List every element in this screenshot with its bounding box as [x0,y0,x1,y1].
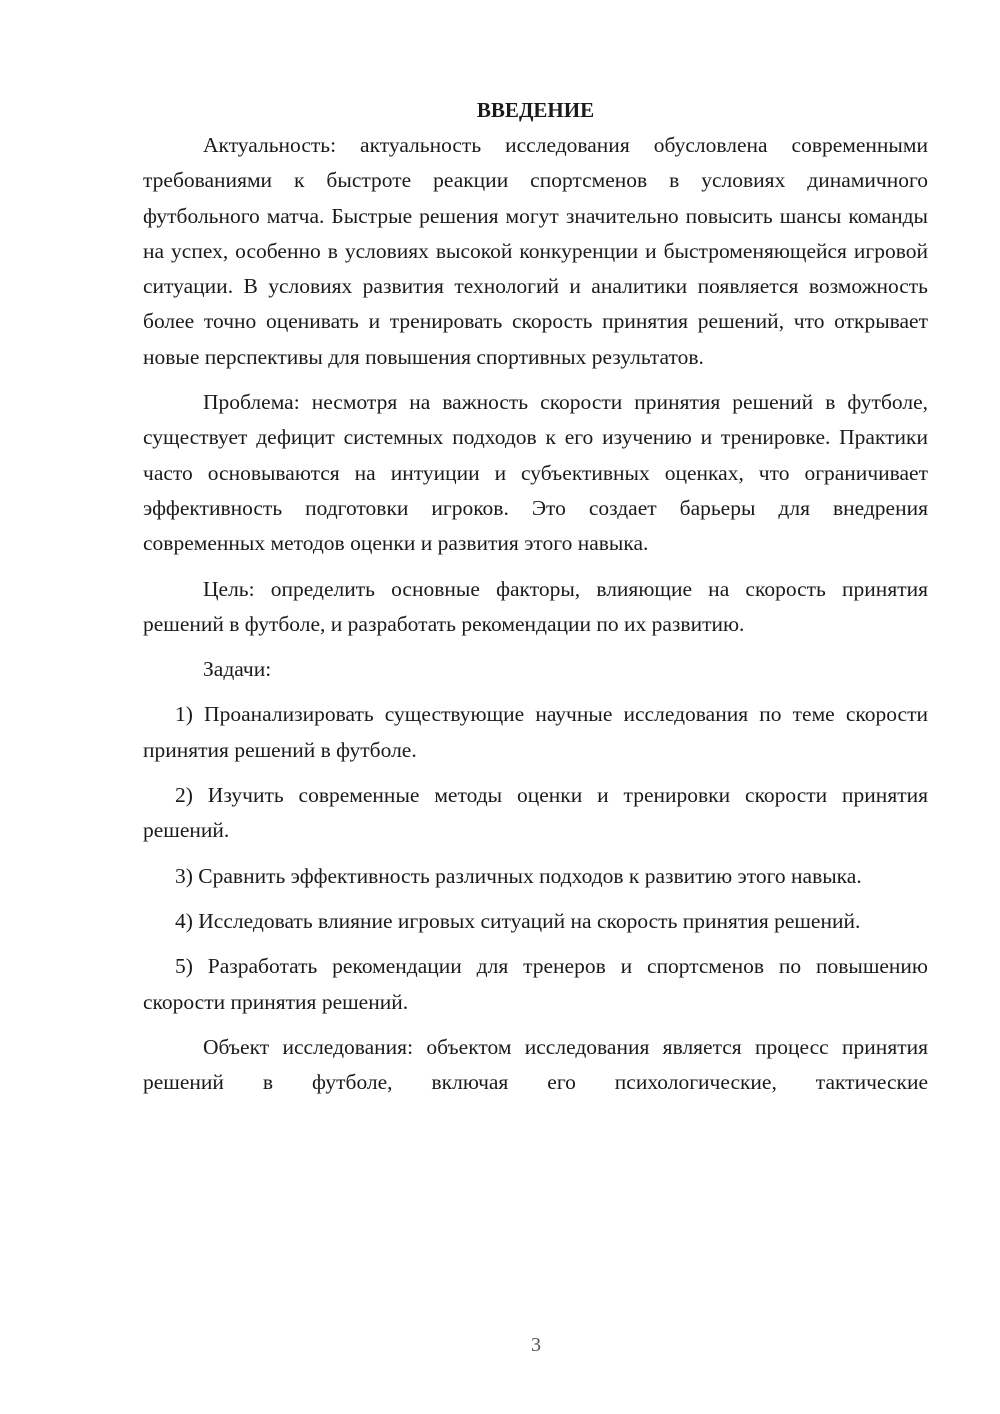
document-body [143,92,928,1100]
task-item-2: 2) Изучить современные методы оценки и тренировки скорости принятия решений. [143,783,928,843]
page-number: 3 [531,1334,541,1356]
section-heading: ВВЕДЕНИЕ [476,98,595,122]
task-item-3: 3) Сравнить эффективность различных подходов к развитию этого навыка. [175,863,862,888]
paragraph-relevance: Актуальность: актуальность исследования обусловлена современными требованиями к быстроте реакции спортсменов в условиях динамичного футбольного матча. Быстрые решения могут значительно повысить шансы команды на успех, особенно в условиях высокой конкуренции и быстроменяющейся игровой ситуации. В условиях развития технологий и аналитики появляется возможность более точно оценивать и тренировать скорость принятия решений, что открывает новые перспективы для повышения спортивных результатов. [143,133,928,369]
paragraph-problem: Проблема: несмотря на важность скорости принятия решений в футболе, существует дефицит системных подходов к его изучению и тренировке. Практики часто основываются на интуиции и субъективных оценках, что ограничивает эффективность подготовки игроков. Это создает барьеры для внедрения современных методов оценки и развития этого навыка. [143,390,928,556]
task-item-5: 5) Разработать рекомендации для тренеров и спортсменов по повышению скорости принятия решений. [143,954,928,1014]
tasks-heading: Задачи: [203,657,272,682]
task-item-4: 4) Исследовать влияние игровых ситуаций на скорость принятия решений. [175,908,861,933]
paragraph-goal: Цель: определить основные факторы, влияющие на скорость принятия решений в футболе, и разработать рекомендации по их развитию. [143,576,928,636]
paragraph-object: Объект исследования: объектом исследования является процесс принятия решений в футболе, включая его психологические, тактические [143,1034,928,1095]
task-item-1: 1) Проанализировать существующие научные исследования по теме скорости принятия решений в футболе. [143,702,928,762]
